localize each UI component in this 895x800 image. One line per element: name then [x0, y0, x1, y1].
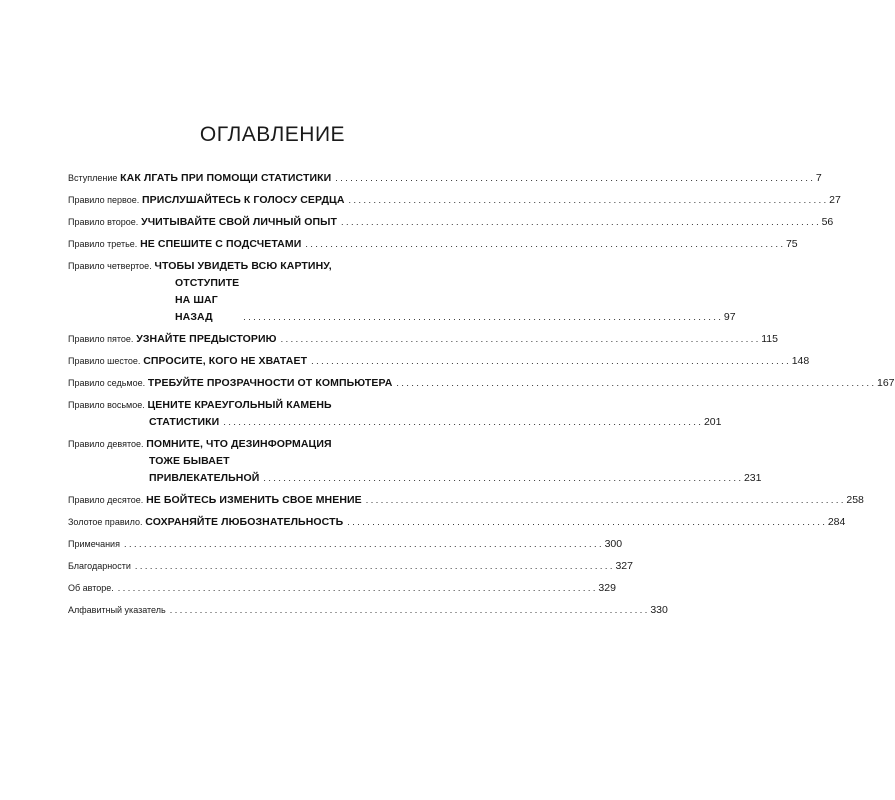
dot-leader — [305, 236, 783, 253]
entry-page: 284 — [827, 516, 846, 528]
entry-prefix: Правило пятое. — [68, 334, 134, 344]
entry-page: 97 — [723, 311, 736, 323]
toc-entry-rule-2[interactable] — [68, 214, 834, 231]
dot-leader — [118, 580, 596, 597]
toc-title: ОГЛАВЛЕНИЕ — [199, 123, 346, 146]
entry-prefix: Об авторе. — [68, 583, 114, 593]
entry-page: 231 — [743, 472, 762, 484]
entry-prefix: Правило первое. — [68, 195, 140, 205]
entry-page: 330 — [650, 604, 668, 616]
toc-entry-rule-4[interactable] — [68, 258, 736, 326]
dot-leader — [311, 353, 789, 370]
entry-page: 258 — [846, 494, 864, 506]
toc-entry-rule-9[interactable] — [68, 436, 762, 487]
entry-chapter: НЕ СПЕШИТЕ С ПОДСЧЕТАМИ — [140, 238, 302, 250]
dot-leader — [124, 536, 602, 553]
toc-entry-rule-5[interactable] — [68, 331, 778, 348]
entry-chapter: УЧИТЫВАЙТЕ СВОЙ ЛИЧНЫЙ ОПЫТ — [141, 216, 337, 228]
dot-leader — [243, 309, 721, 326]
dot-leader — [170, 602, 648, 619]
entry-page: 56 — [821, 216, 834, 228]
entry-prefix: Алфавитный указатель — [68, 605, 166, 615]
toc-entry-rule-3[interactable] — [68, 236, 798, 253]
dot-leader — [347, 514, 825, 531]
entry-prefix: Благодарности — [68, 561, 131, 571]
toc-entry-about-author[interactable] — [68, 580, 616, 597]
entry-chapter: НЕ БОЙТЕСЬ ИЗМЕНИТЬ СВОЕ МНЕНИЕ — [146, 494, 362, 506]
toc-entry-notes[interactable] — [68, 536, 623, 553]
entry-page: 7 — [815, 172, 822, 184]
entry-prefix: Правило девятое. — [68, 439, 144, 449]
entry-prefix: Правило четвертое. — [68, 261, 152, 271]
toc-entry-rule-10[interactable] — [68, 492, 864, 509]
dot-leader — [263, 470, 741, 487]
entry-page: 300 — [604, 538, 623, 550]
entry-chapter: КАК ЛГАТЬ ПРИ ПОМОЩИ СТАТИСТИКИ — [120, 172, 332, 184]
entry-chapter: ПРИСЛУШАЙТЕСЬ К ГОЛОСУ СЕРДЦА — [142, 194, 345, 206]
entry-chapter-line1: ПОМНИТЕ, ЧТО ДЕЗИНФОРМАЦИЯ — [146, 438, 332, 450]
dot-leader — [135, 558, 613, 575]
toc-entry-rule-6[interactable] — [68, 353, 810, 370]
toc-entry-rule-7[interactable] — [68, 375, 895, 392]
dot-leader — [349, 192, 827, 209]
entry-prefix: Правило восьмое. — [68, 400, 145, 410]
toc-entry-rule-8[interactable] — [68, 397, 722, 431]
toc-entry-golden-rule[interactable] — [68, 514, 846, 531]
entry-prefix: Правило второе. — [68, 217, 139, 227]
toc-entry-rule-1[interactable] — [68, 192, 841, 209]
entry-chapter-line1: ЧТОБЫ УВИДЕТЬ ВСЮ КАРТИНУ, — [154, 260, 332, 272]
entry-prefix: Правило десятое. — [68, 495, 144, 505]
dot-leader — [366, 492, 844, 509]
entry-prefix: Правило шестое. — [68, 356, 141, 366]
entry-prefix: Вступление — [68, 173, 118, 183]
toc-entry-acknowledgements[interactable] — [68, 558, 633, 575]
entry-chapter-line1: ЦЕНИТЕ КРАЕУГОЛЬНЫЙ КАМЕНЬ — [147, 399, 332, 411]
entry-page: 327 — [615, 560, 633, 572]
entry-chapter: СПРОСИТЕ, КОГО НЕ ХВАТАЕТ — [143, 355, 308, 367]
dot-leader — [396, 375, 874, 392]
table-of-contents — [68, 170, 895, 624]
dot-leader — [335, 170, 813, 187]
entry-chapter: СОХРАНЯЙТЕ ЛЮБОЗНАТЕЛЬНОСТЬ — [145, 516, 344, 528]
entry-chapter-line2: ОТСТУПИТЕ НА ШАГ НАЗАД — [175, 277, 240, 323]
dot-leader — [281, 331, 759, 348]
dot-leader — [341, 214, 819, 231]
entry-chapter: УЗНАЙТЕ ПРЕДЫСТОРИЮ — [136, 333, 277, 345]
dot-leader — [223, 414, 701, 431]
entry-chapter-line2: ТОЖЕ БЫВАЕТ ПРИВЛЕКАТЕЛЬНОЙ — [149, 455, 260, 484]
entry-chapter: ТРЕБУЙТЕ ПРОЗРАЧНОСТИ ОТ КОМПЬЮТЕРА — [147, 377, 393, 389]
entry-page: 27 — [829, 194, 841, 206]
toc-entry-introduction[interactable] — [68, 170, 822, 187]
entry-prefix: Правило седьмое. — [68, 378, 146, 388]
entry-page: 148 — [791, 355, 810, 367]
entry-prefix: Правило третье. — [68, 239, 138, 249]
entry-page: 201 — [703, 416, 722, 428]
entry-page: 75 — [785, 238, 798, 250]
entry-chapter-line2: СТАТИСТИКИ — [149, 416, 220, 428]
toc-entry-index[interactable] — [68, 602, 668, 619]
entry-prefix: Золотое правило. — [68, 517, 143, 527]
entry-page: 329 — [598, 582, 616, 594]
entry-page: 115 — [761, 333, 778, 345]
entry-page: 167 — [877, 377, 895, 389]
entry-prefix: Примечания — [68, 539, 120, 549]
